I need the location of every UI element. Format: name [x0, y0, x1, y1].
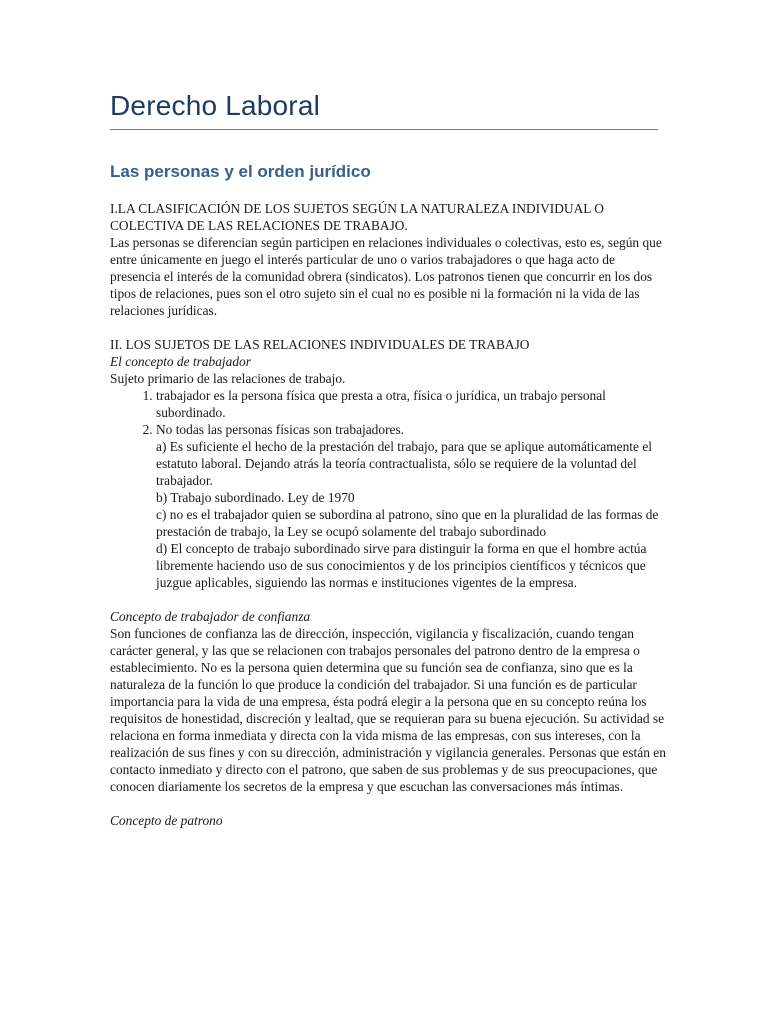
numbered-list: [110, 387, 666, 591]
list-subitem-d: d) El concepto de trabajo subordinado sirve para distinguir la forma en que el hombre actúa libremente haciendo uso de sus conocimientos y de los principios científicos y técnicos que juzgue aplicables, siguiendo las normas e instituciones vigentes de la empresa.: [156, 541, 647, 590]
list-subitem-c: c) no es el trabajador quien se subordina al patrono, sino que en la pluralidad de las formas de prestación de trabajo, la Ley se ocupó solamente del trabajo subordinado: [156, 507, 659, 539]
title-underline: [110, 129, 658, 130]
list-subitem-a: a) Es suficiente el hecho de la prestación del trabajo, para que se aplique automáticamente el estatuto laboral. Dejando atrás la teoría contractualista, sólo se requiere de la voluntad del trabajador.: [156, 439, 652, 488]
section1-paragraph: Las personas se diferencian según participen en relaciones individuales o colectivas, esto es, según que entre únicamente en juego el interés particular de uno o varios trabajadores o que haga acto de presencia el interés de la comunidad obrera (sindicatos). Los patronos tienen que concurrir en los dos tipos de relaciones, pues son el otro sujeto sin el cual no es posible ni la formación ni la vida de las relaciones jurídicas.: [110, 235, 662, 318]
section2-italic-heading: El concepto de trabajador: [110, 354, 251, 369]
document-subtitle: Las personas y el orden jurídico: [110, 162, 371, 181]
section3-paragraph: Son funciones de confianza las de dirección, inspección, vigilancia y fiscalización, cuando tengan carácter general, y las que se relacionen con trabajos personales del patrono dentro de la empresa o establecimiento. No es la persona quien determina que su función sea de confianza, sino que es la naturaleza de la función lo que produce la condición del trabajador. Si una función es de particular importancia para la vida de una empresa, ésta podrá elegir a la persona que en su concepto reúna los requisitos de honestidad, discreción y lealtad, que se requieran para su buena ejecución. Su actividad se relaciona en forma inmediata y directa con la vida misma de las empresas, con sus intereses, con la realización de sus fines y con su dirección, administración y vigilancia generales. Personas que están en contacto inmediato y directo con el patrono, que saben de sus problemas y de sus preocupaciones, que conocen diariamente los secretos de la empresa y que escuchan las conversaciones más íntimas.: [110, 626, 666, 794]
spacer: [110, 319, 666, 336]
section1-heading: I.LA CLASIFICACIÓN DE LOS SUJETOS SEGÚN LA NATURALEZA INDIVIDUAL O COLECTIVA DE LAS RELACIONES DE TRABAJO.: [110, 201, 604, 233]
section4-italic-heading: Concepto de patrono: [110, 813, 223, 828]
list-subitem-b: b) Trabajo subordinado. Ley de 1970: [156, 490, 355, 505]
section3-italic-heading: Concepto de trabajador de confianza: [110, 609, 311, 624]
list-item: [156, 421, 666, 591]
list-item: [156, 387, 666, 421]
list-item-text: No todas las personas físicas son trabajadores.: [156, 422, 405, 437]
section2-intro: Sujeto primario de las relaciones de trabajo.: [110, 371, 346, 386]
spacer: [110, 795, 666, 812]
list-item-text: trabajador es la persona física que presta a otra, física o jurídica, un trabajo personal subordinado.: [156, 388, 606, 420]
document-title: Derecho Laboral: [110, 90, 321, 121]
spacer: [110, 591, 666, 608]
section2-heading: II. LOS SUJETOS DE LAS RELACIONES INDIVIDUALES DE TRABAJO: [110, 337, 530, 352]
document-body: [110, 200, 666, 829]
